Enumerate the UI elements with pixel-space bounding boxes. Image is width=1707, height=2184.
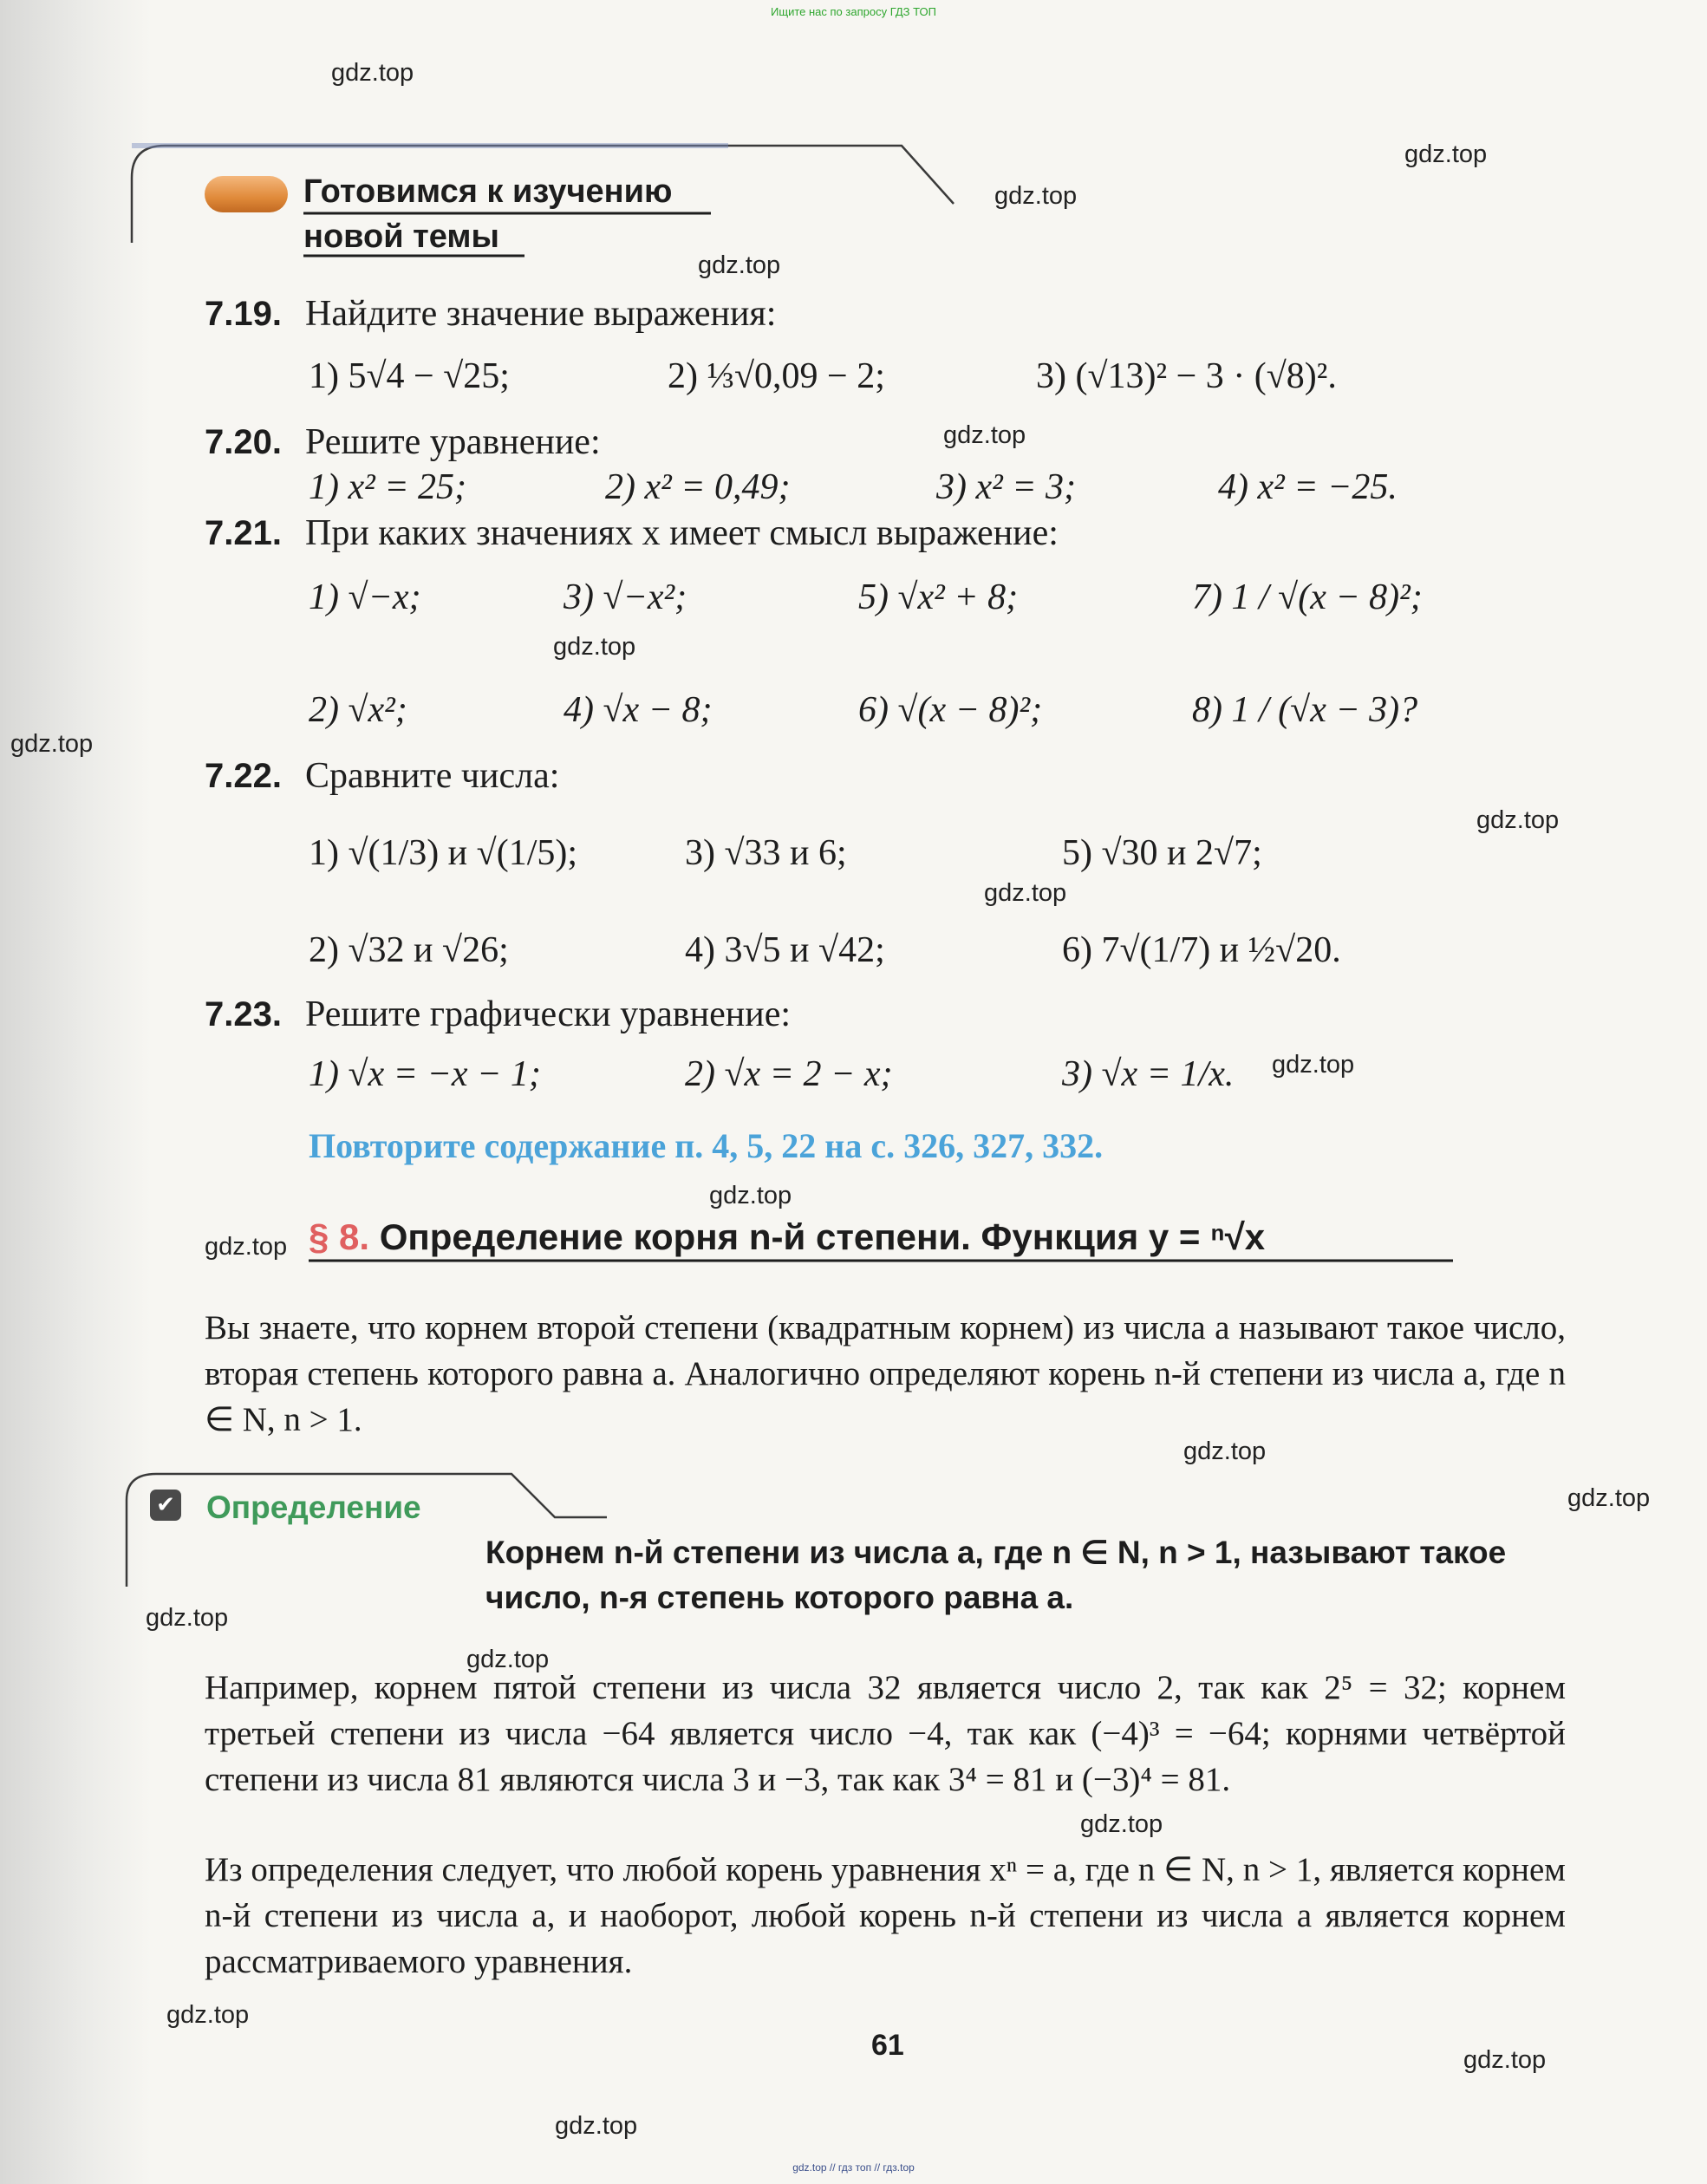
problem-number: 7.22.: [205, 757, 282, 795]
section-title-text: Определение корня n-й степени. Функция y = ⁿ√x: [379, 1216, 1266, 1257]
problem-item: 3) √33 и 6;: [685, 833, 847, 873]
header-pill-icon: [205, 176, 288, 212]
watermark: gdz.top: [1476, 806, 1560, 834]
problem-text: Решите графически уравнение:: [305, 994, 792, 1034]
problem-item: 6) 7√(1/7) и ½√20.: [1062, 930, 1341, 970]
page-number: 61: [871, 2029, 904, 2062]
problem-item: 1) √x = −x − 1;: [309, 1054, 541, 1094]
watermark: gdz.top: [205, 1233, 288, 1261]
problem-item: 3) √−x²;: [564, 577, 687, 617]
prep-header-underlines: [303, 208, 737, 260]
problem-item: 2) √32 и √26;: [309, 930, 509, 970]
watermark: gdz.top: [166, 2001, 250, 2029]
problem-item: 6) √(x − 8)²;: [858, 690, 1043, 730]
watermark: gdz.top: [331, 59, 414, 87]
problem-item: 3) (√13)² − 3 · (√8)².: [1036, 356, 1337, 396]
watermark: gdz.top: [709, 1182, 792, 1209]
problem-item: 8) 1 / (√x − 3)?: [1192, 690, 1418, 730]
bottom-note: gdz.top // гдз топ // гдз.top: [792, 2161, 915, 2174]
watermark: gdz.top: [146, 1604, 229, 1632]
example-paragraph: Например, корнем пятой степени из числа 32 является число 2, так как 2⁵ = 32; корнем третьей степени из числа −64 является число −4, так как (−4)³ = −64; корнями четвёртой степени из числа 81 являются числа 3 и −3, так как 3⁴ = 81 и (−3)⁴ = 81.: [205, 1669, 1566, 1798]
watermark: gdz.top: [984, 879, 1067, 907]
section-underline: [309, 1257, 1453, 1266]
watermark: gdz.top: [1404, 140, 1488, 168]
problem-item: 1) √−x;: [309, 577, 421, 617]
problem-number: 7.20.: [205, 423, 282, 461]
problem-item: 3) √x = 1/x.: [1062, 1054, 1235, 1094]
section-title: [309, 1216, 1265, 1258]
definition-title: Определение: [206, 1490, 421, 1525]
watermark: gdz.top: [1080, 1810, 1163, 1838]
problem-item: 1) x² = 25;: [309, 467, 467, 507]
section-mark: § 8.: [309, 1216, 370, 1257]
page-gutter-shadow: [0, 0, 152, 2184]
problem-number: 7.21.: [205, 514, 282, 552]
consequence-paragraph: Из определения следует, что любой корень уравнения xⁿ = a, где n ∈ N, n > 1, является корнем n-й степени из числа a, и наоборот, любой корень n-й степени из числа a является корнем рассматриваемого уравнения.: [205, 1851, 1566, 1980]
problem-item: 2) ⅓√0,09 − 2;: [668, 356, 885, 396]
problem-item: 5) √x² + 8;: [858, 577, 1019, 617]
problem-text: При каких значениях x имеет смысл выражение:: [305, 513, 1059, 553]
problem-number: 7.19.: [205, 295, 282, 333]
watermark: gdz.top: [466, 1646, 550, 1673]
problem-text: Найдите значение выражения:: [305, 294, 777, 334]
watermark: gdz.top: [1463, 2046, 1547, 2074]
problem-item: 1) √(1/3) и √(1/5);: [309, 833, 578, 873]
top-note: Ищите нас по запросу ГДЗ ТОП: [771, 5, 936, 18]
watermark: gdz.top: [1183, 1438, 1267, 1465]
problem-item: 2) x² = 0,49;: [605, 467, 791, 507]
problem-item: 7) 1 / √(x − 8)²;: [1192, 577, 1423, 617]
problem-number: 7.23.: [205, 995, 282, 1033]
watermark: gdz.top: [10, 730, 94, 758]
watermark: gdz.top: [698, 251, 781, 279]
problem-item: 4) x² = −25.: [1218, 467, 1398, 507]
problem-text: Решите уравнение:: [305, 422, 601, 462]
watermark: gdz.top: [1567, 1484, 1651, 1512]
watermark: gdz.top: [943, 421, 1026, 449]
prep-header-line1: Готовимся к изучению: [303, 173, 673, 210]
problem-item: 5) √30 и 2√7;: [1062, 833, 1262, 873]
problem-item: 4) 3√5 и √42;: [685, 930, 885, 970]
watermark: gdz.top: [555, 2112, 638, 2140]
definition-text: Корнем n-й степени из числа a, где n ∈ N, n > 1, называют такое число, n-я степень которого равна a.: [485, 1535, 1507, 1615]
problem-item: 3) x² = 3;: [936, 467, 1077, 507]
problem-text: Сравните числа:: [305, 756, 560, 796]
watermark: gdz.top: [994, 182, 1078, 210]
problem-item: 2) √x = 2 − x;: [685, 1054, 893, 1094]
repeat-note: Повторите содержание п. 4, 5, 22 на с. 326, 327, 332.: [309, 1126, 1104, 1165]
watermark: gdz.top: [1272, 1051, 1355, 1079]
watermark: gdz.top: [553, 633, 636, 661]
problem-item: 4) √x − 8;: [564, 690, 713, 730]
prep-header-line2: новой темы: [303, 218, 499, 255]
check-icon: ✔: [150, 1490, 181, 1521]
intro-paragraph: Вы знаете, что корнем второй степени (квадратным корнем) из числа a называют такое число, вторая степень которого равна a. Аналогично определяют корень n-й степени из числа a, где n ∈ N, n > 1.: [205, 1309, 1566, 1438]
problem-item: 1) 5√4 − √25;: [309, 356, 510, 396]
problem-item: 2) √x²;: [309, 690, 407, 730]
